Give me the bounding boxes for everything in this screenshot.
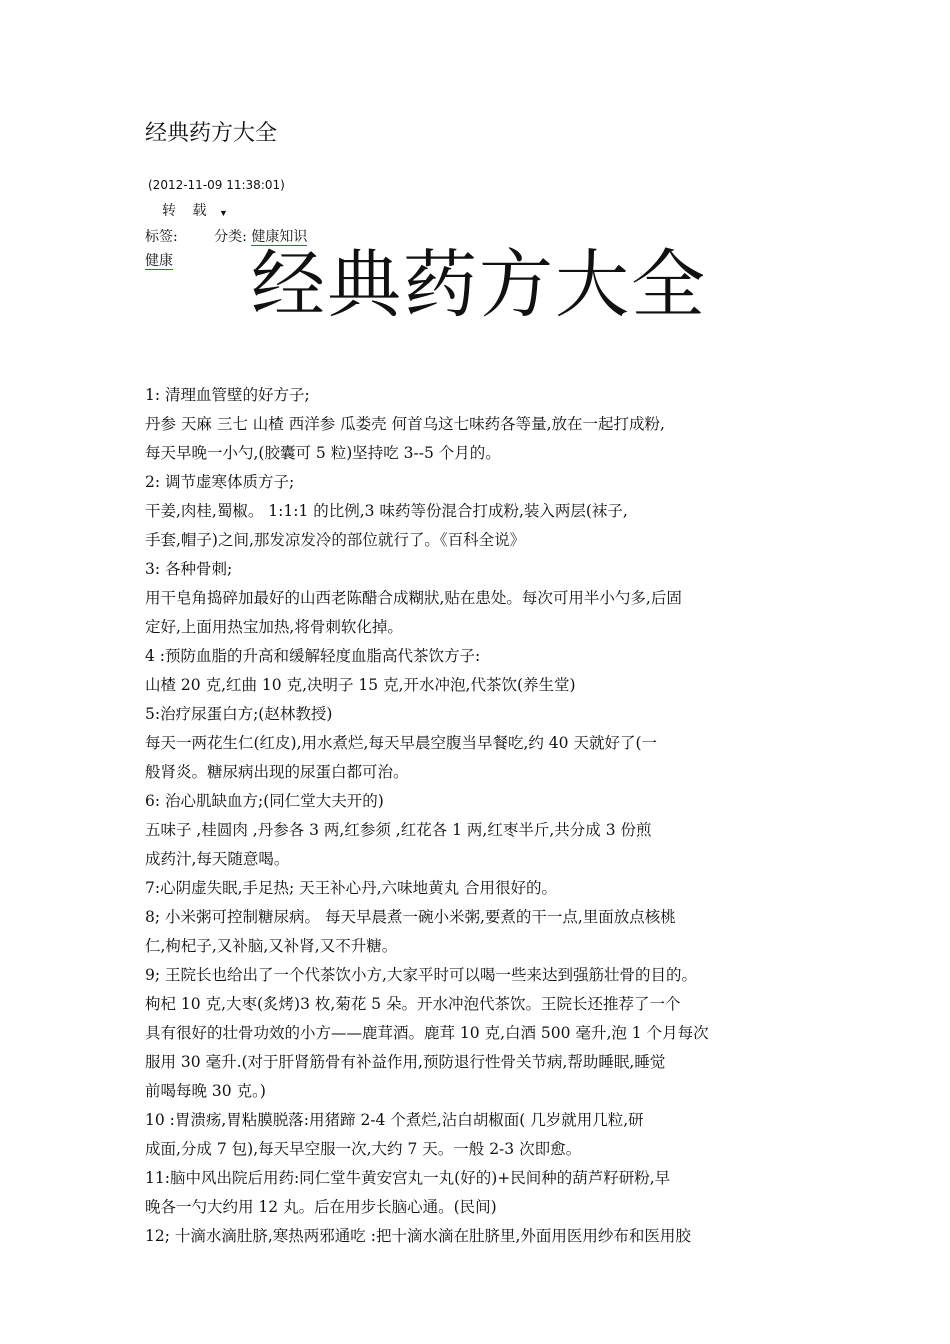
body-line: 12; 十滴水滴肚脐,寒热两邪通吃 :把十滴水滴在肚脐里,外面用医用纱布和医用胶 <box>145 1227 691 1245</box>
body-line: 8; 小米粥可控制糖尿病。 每天早晨煮一碗小米粥,要煮的干一点,里面放点核桃 <box>145 908 676 926</box>
body-line: 五味子 ,桂圆肉 ,丹参各 3 两,红参须 ,红花各 1 两,红枣半斤,共分成 3 份煎 <box>145 821 652 839</box>
body-line: 成面,分成 7 包),每天早空服一次,大约 7 天。一般 2-3 次即愈。 <box>145 1140 582 1158</box>
article-body <box>145 381 810 1251</box>
body-line: 11:脑中风出院后用药:同仁堂牛黄安宫丸一丸(好的)+民间种的葫芦籽研粉,早 <box>145 1169 671 1187</box>
tags-label: 标签: <box>145 229 178 245</box>
body-line: 丹参 天麻 三七 山楂 西洋参 瓜娄壳 何首乌这七味药各等量,放在一起打成粉, <box>145 415 665 433</box>
body-line: 枸杞 10 克,大枣(炙烤)3 枚,菊花 5 朵。开水冲泡代茶饮。王院长还推荐了一个 <box>145 995 681 1013</box>
body-line: 般肾炎。糖尿病出现的尿蛋白都可治。 <box>145 763 409 781</box>
repost-label: 转 载 <box>162 203 213 219</box>
body-line: 每天一两花生仁(红皮),用水煮烂,每天早晨空腹当早餐吃,约 40 天就好了(一 <box>145 734 658 752</box>
body-line: 10 :胃溃疡,胃粘膜脱落:用猪蹄 2-4 个煮烂,沾白胡椒面( 几岁就用几粒,研 <box>145 1111 644 1129</box>
body-line: 1: 清理血管壁的好方子; <box>145 386 310 404</box>
tag-row <box>145 250 173 270</box>
body-line: 用干皂角捣碎加最好的山西老陈醋合成糊狀,贴在患处。每次可用半小勺多,后固 <box>145 589 682 607</box>
body-line: 2: 调节虚寒体质方子; <box>145 473 295 491</box>
body-line: 晚各一勺大约用 12 丸。后在用步长脑心通。(民间) <box>145 1198 497 1216</box>
category-label: 分类: <box>214 229 247 245</box>
category-link[interactable]: 健康知识 <box>251 229 308 245</box>
post-date: (2012-11-09 11:38:01) <box>148 178 285 192</box>
blog-post-title: 经典药方大全 <box>145 121 278 146</box>
body-line: 干姜,肉桂,蜀椒。 1:1:1 的比例,3 味药等份混合打成粉,装入两层(袜子, <box>145 502 628 520</box>
body-line: 9; 王院长也给出了一个代茶饮小方,大家平时可以喝一些来达到强筋壮骨的目的。 <box>145 966 697 984</box>
document-heading: 经典药方大全 <box>251 242 707 328</box>
body-line: 3: 各种骨刺; <box>145 560 233 578</box>
body-line: 仁,枸杞子,又补脑,又补肾,又不升糖。 <box>145 937 398 955</box>
body-line: 前喝每晚 30 克。) <box>145 1082 266 1100</box>
dropdown-triangle-icon[interactable]: ▼ <box>219 208 228 218</box>
body-line: 具有很好的壮骨功效的小方——鹿茸酒。鹿茸 10 克,白酒 500 毫升,泡 1 个月每次 <box>145 1024 709 1042</box>
body-line: 手套,帽子)之间,那发凉发冷的部位就行了。《百科全说》 <box>145 531 526 549</box>
body-line: 4 :预防血脂的升高和缓解轻度血脂高代茶饮方子: <box>145 647 481 665</box>
tag-link-health[interactable]: 健康 <box>145 253 173 269</box>
body-line: 山楂 20 克,红曲 10 克,决明子 15 克,开水冲泡,代茶饮(养生堂) <box>145 676 576 694</box>
body-line: 成药汁,每天随意喝。 <box>145 850 290 868</box>
body-line: 每天早晚一小勺,(胶囊可 5 粒)坚持吃 3--5 个月的。 <box>145 444 501 462</box>
body-line: 6: 治心肌缺血方;(同仁堂大夫开的) <box>145 792 384 810</box>
body-line: 服用 30 毫升.(对于肝肾筋骨有补益作用,预防退行性骨关节病,帮助睡眠,睡觉 <box>145 1053 666 1071</box>
body-line: 5:治疗尿蛋白方;(赵林教授) <box>145 705 333 723</box>
body-line: 7:心阴虚失眠,手足热; 天王补心丹,六味地黄丸 合用很好的。 <box>145 879 558 897</box>
body-line: 定好,上面用热宝加热,将骨刺软化掉。 <box>145 618 403 636</box>
